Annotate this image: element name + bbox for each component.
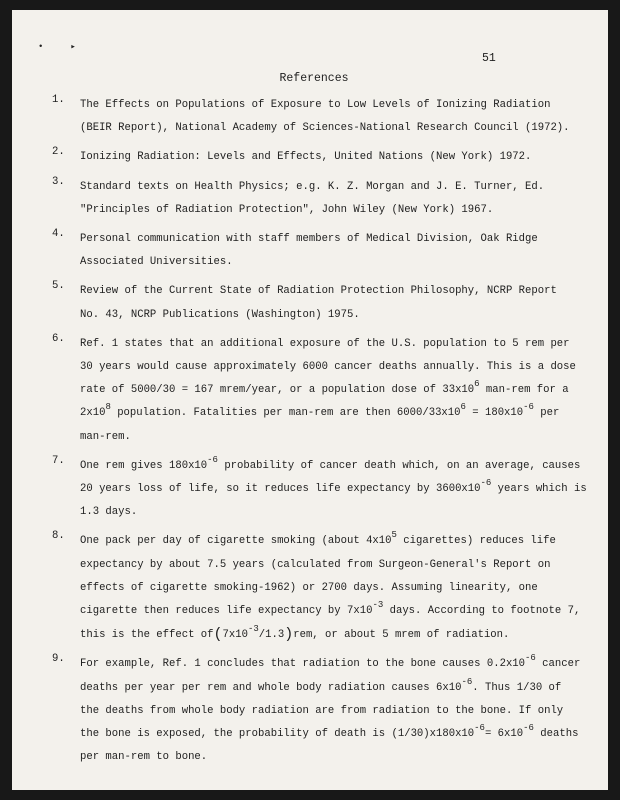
text-run: cigarettes) reduces life bbox=[396, 535, 556, 548]
reference-line: man-rem. bbox=[80, 430, 131, 443]
exponent: -6 bbox=[480, 478, 492, 489]
text-run: this is the effect of bbox=[80, 629, 214, 642]
document-page bbox=[12, 10, 608, 790]
references-heading: References bbox=[279, 72, 349, 85]
text-run: the bone is exposed, the probability of death is (1/30)x180x10 bbox=[80, 728, 475, 741]
reference-line: Ref. 1 states that an additional exposure of the U.S. population to 5 rem per bbox=[80, 337, 570, 350]
reference-line bbox=[80, 402, 572, 425]
reference-line: per man-rem to bone. bbox=[80, 751, 208, 764]
exponent: -6 bbox=[461, 676, 473, 687]
reference-line: The Effects on Populations of Exposure to Low Levels of Ionizing Radiation bbox=[80, 99, 551, 111]
reference-number: 2. bbox=[52, 146, 65, 159]
reference-line: Review of the Current State of Radiation Protection Philosophy, NCRP Report bbox=[80, 285, 557, 298]
reference-line: Personal communication with staff members of Medical Division, Oak Ridge bbox=[80, 233, 538, 246]
exponent: 6 bbox=[474, 379, 480, 390]
text-run: deaths bbox=[533, 728, 579, 741]
reference-number: 7. bbox=[52, 454, 65, 467]
reference-line: Standard texts on Health Physics; e.g. K. Z. Morgan and J. E. Turner, Ed. bbox=[80, 180, 545, 193]
text-run: cancer bbox=[535, 658, 581, 671]
text-run: days. According to footnote 7, bbox=[383, 605, 581, 618]
exponent: -3 bbox=[372, 600, 384, 611]
reference-line: "Principles of Radiation Protection", John Wiley (New York) 1967. bbox=[80, 203, 494, 216]
bracket: ) bbox=[284, 626, 294, 644]
text-run: cigarette then reduces life expectancy by 7x10 bbox=[80, 605, 373, 618]
reference-line: Ionizing Radiation: Levels and Effects, United Nations (New York) 1972. bbox=[80, 151, 532, 164]
text-run: population. Fatalities per man-rem are then 6000/33x10 bbox=[110, 407, 461, 420]
exponent: -3 bbox=[247, 624, 259, 635]
page-marks bbox=[38, 42, 103, 52]
reference-item bbox=[52, 94, 572, 140]
reference-line bbox=[80, 379, 572, 402]
text-run: rem, or about 5 mrem of radiation. bbox=[293, 629, 510, 642]
reference-line: effects of cigarette smoking-1962) or 2700 days. Assuming linearity, one bbox=[80, 581, 538, 594]
reference-number: 3. bbox=[52, 175, 65, 188]
reference-item bbox=[52, 454, 587, 525]
references-list bbox=[52, 94, 587, 775]
reference-line bbox=[80, 454, 581, 478]
text-run: 2x10 bbox=[80, 407, 106, 420]
text-run: . Thus 1/30 of bbox=[472, 681, 562, 694]
reference-line bbox=[80, 723, 579, 746]
exponent: -6 bbox=[474, 723, 485, 734]
reference-line bbox=[80, 677, 572, 700]
text-run: years which is bbox=[491, 483, 587, 496]
reference-number: 6. bbox=[52, 332, 65, 345]
reference-line: No. 43, NCRP Publications (Washington) 1975. bbox=[80, 308, 360, 321]
reference-number: 4. bbox=[52, 228, 65, 241]
text-run: = 6x10 bbox=[484, 728, 524, 741]
reference-line bbox=[80, 653, 581, 676]
text-run: /1.3 bbox=[258, 629, 285, 642]
reference-number: 8. bbox=[52, 530, 65, 543]
reference-line: (BEIR Report), National Academy of Sciences-National Research Council (1972). bbox=[80, 122, 570, 135]
text-run: 20 years loss of life, so it reduces life expectancy by 3600x10 bbox=[80, 483, 481, 496]
exponent: 8 bbox=[105, 402, 111, 413]
text-run: One rem gives 180x10 bbox=[80, 459, 208, 472]
reference-line bbox=[80, 478, 587, 501]
text-run: man-rem for a bbox=[479, 384, 569, 397]
exponent: 6 bbox=[460, 402, 466, 413]
reference-line: the deaths from whole body radiation are from radiation to the bone. If only bbox=[80, 704, 564, 717]
reference-item bbox=[52, 653, 581, 769]
text-run: per bbox=[533, 407, 560, 420]
reference-line: 30 years would cause approximately 6000 cancer deaths annually. This is a dose bbox=[80, 361, 576, 374]
reference-item bbox=[52, 332, 576, 449]
text-run: For example, Ref. 1 concludes that radiation to the bone causes 0.2x10 bbox=[80, 658, 526, 671]
exponent: -6 bbox=[525, 653, 536, 664]
reference-item bbox=[52, 280, 572, 326]
bracket: ( bbox=[213, 626, 223, 644]
reference-item bbox=[52, 146, 572, 169]
reference-number: 5. bbox=[52, 280, 65, 293]
text-run: deaths per year per rem and whole body radiation causes 6x10 bbox=[80, 681, 462, 694]
exponent: 5 bbox=[391, 530, 397, 541]
text-run: One pack per day of cigarette smoking (about 4x10 bbox=[80, 535, 392, 548]
page-mark: • bbox=[38, 42, 44, 52]
reference-item bbox=[52, 228, 572, 274]
exponent: -6 bbox=[523, 402, 534, 413]
exponent: -6 bbox=[207, 454, 218, 465]
reference-line bbox=[80, 623, 572, 647]
page-number: 51 bbox=[482, 52, 496, 65]
reference-number: 1. bbox=[52, 94, 65, 106]
text-run: = 180x10 bbox=[465, 407, 524, 420]
reference-line bbox=[80, 530, 572, 553]
reference-item bbox=[52, 530, 581, 647]
reference-line bbox=[80, 600, 581, 623]
reference-line: Associated Universities. bbox=[80, 256, 233, 269]
text-run: rate of 5000/30 = 167 mrem/year, or a population dose of 33x10 bbox=[80, 384, 475, 397]
text-run: 7x10 bbox=[222, 629, 248, 642]
reference-line: expectancy by about 7.5 years (calculated from Surgeon-General's Report on bbox=[80, 558, 551, 571]
exponent: -6 bbox=[523, 723, 534, 734]
reference-line: 1.3 days. bbox=[80, 506, 138, 519]
reference-number: 9. bbox=[52, 653, 65, 666]
text-run: probability of cancer death which, on an average, causes bbox=[217, 459, 581, 472]
reference-item bbox=[52, 176, 572, 222]
page-mark: ▸ bbox=[70, 42, 76, 52]
